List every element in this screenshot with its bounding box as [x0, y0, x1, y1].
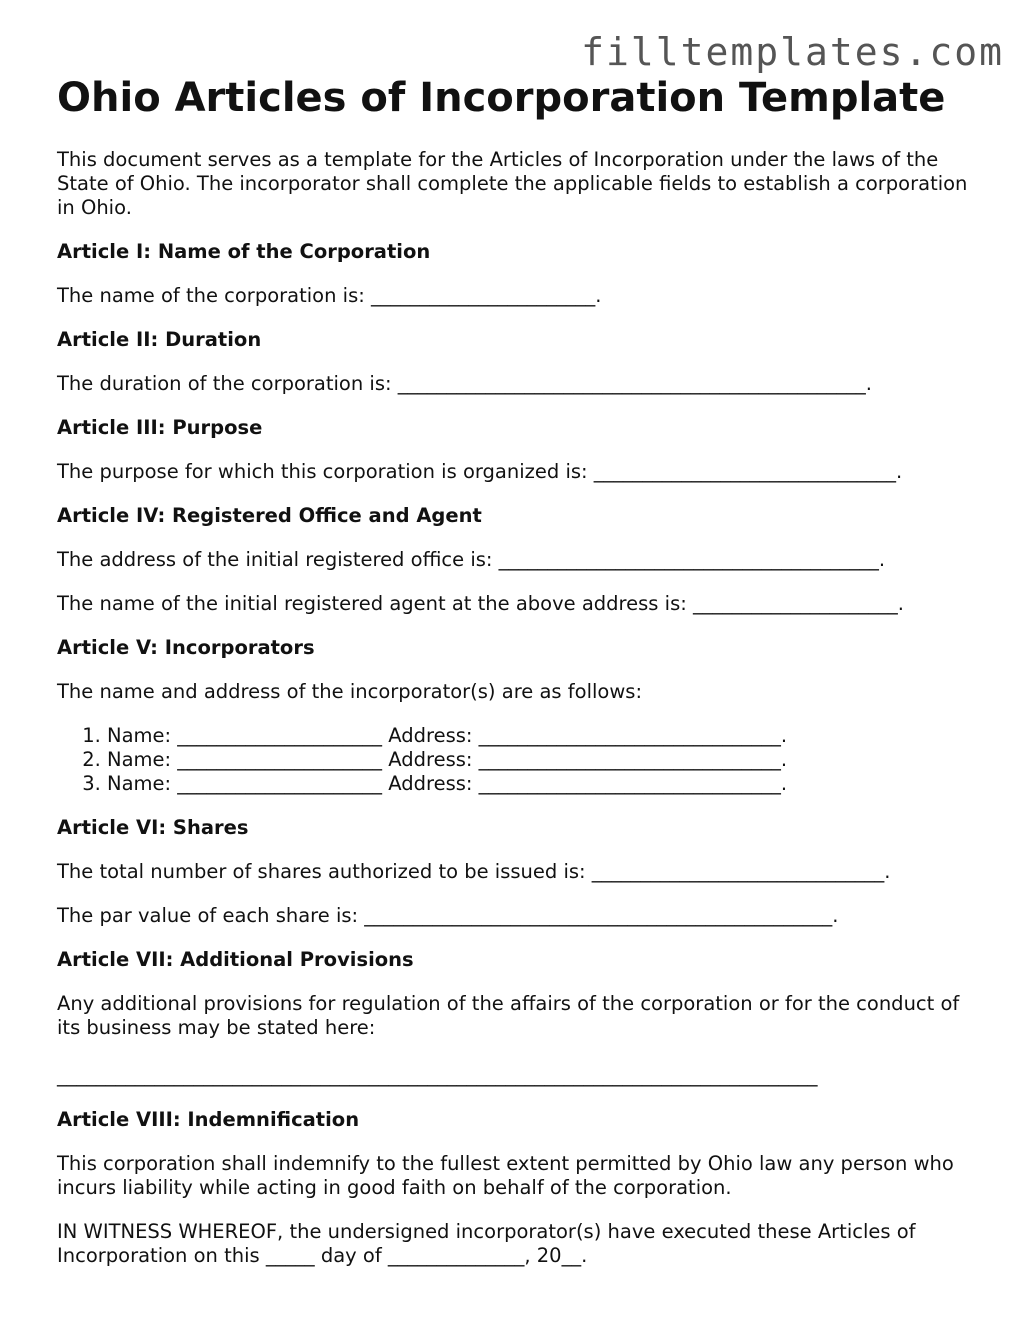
registered-office-field: The address of the initial registered office is: _______________________________________.: [57, 548, 886, 571]
article-1-heading: Article I: Name of the Corporation: [57, 240, 431, 263]
article-5-heading: Article V: Incorporators: [57, 636, 315, 659]
article-3-heading: Article III: Purpose: [57, 416, 263, 439]
list-item: 3. Name: _____________________ Address: _______________________________.: [107, 772, 987, 796]
list-item: 2. Name: _____________________ Address: _______________________________.: [107, 748, 987, 772]
incorporators-intro: The name and address of the incorporator(s) are as follows:: [57, 680, 643, 703]
duration-field: The duration of the corporation is: ________________________________________________.: [57, 372, 872, 395]
article-8-heading: Article VIII: Indemnification: [57, 1108, 360, 1131]
page-title: Ohio Articles of Incorporation Template: [57, 75, 946, 121]
article-2-heading: Article II: Duration: [57, 328, 262, 351]
article-4-heading: Article IV: Registered Office and Agent: [57, 504, 482, 527]
document-body: [57, 70, 987, 1268]
par-value-field: The par value of each share is: ________________________________________________.: [57, 904, 839, 927]
corporation-name-field: The name of the corporation is: _______________________.: [57, 284, 602, 307]
witness-clause: IN WITNESS WHEREOF, the undersigned incorporator(s) have executed these Articles of Incorporation on this _____ day of ______________, 20__.: [57, 1220, 916, 1267]
incorporators-list: [57, 724, 987, 796]
registered-agent-field: The name of the initial registered agent at the above address is: _____________________.: [57, 592, 904, 615]
intro-paragraph: This document serves as a template for the Articles of Incorporation under the laws of the State of Ohio. The incorporator shall complete the applicable fields to establish a corporation in Ohio.: [57, 148, 968, 219]
additional-provisions-text: Any additional provisions for regulation of the affairs of the corporation or for the conduct of its business may be stated here:: [57, 992, 960, 1039]
article-6-heading: Article VI: Shares: [57, 816, 249, 839]
watermark: filltemplates.com: [581, 30, 1004, 74]
shares-authorized-field: The total number of shares authorized to be issued is: ______________________________.: [57, 860, 891, 883]
purpose-field: The purpose for which this corporation is organized is: _______________________________.: [57, 460, 903, 483]
article-7-heading: Article VII: Additional Provisions: [57, 948, 414, 971]
list-item: 1. Name: _____________________ Address: _______________________________.: [107, 724, 987, 748]
indemnification-text: This corporation shall indemnify to the fullest extent permitted by Ohio law any person who incurs liability while acting in good faith on behalf of the corporation.: [57, 1152, 954, 1199]
additional-provisions-line: ______________________________________________________________________________: [57, 1064, 818, 1087]
